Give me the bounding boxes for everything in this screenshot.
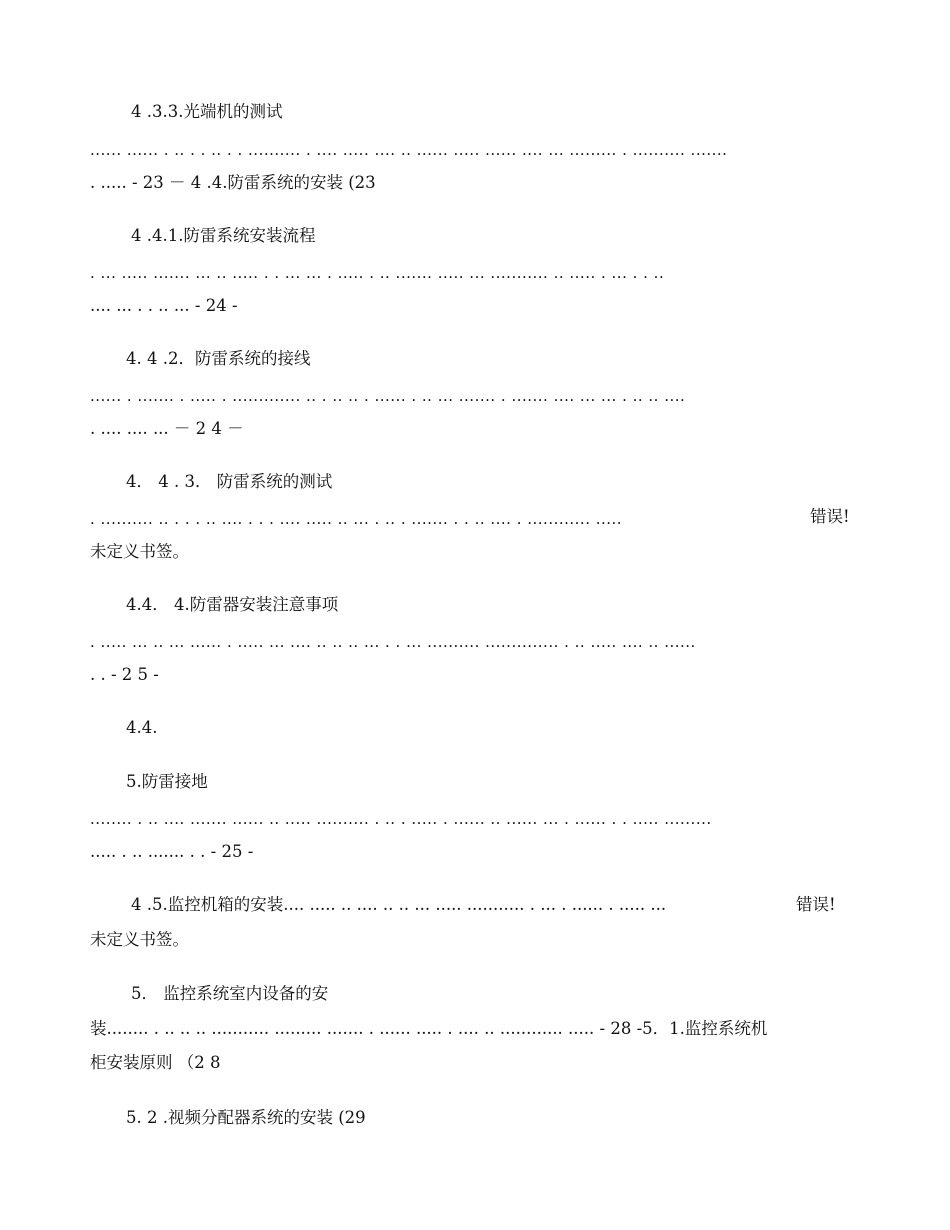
toc-leader-dots: ........ . .. .... ....... ...... .. ..... .......... . .. . ..... . ...... .. ...... ... . ...... . . ..... ......... xyxy=(90,810,712,828)
toc-entry-continuation: 未定义书签。 xyxy=(90,930,189,949)
toc-entry-continuation: 未定义书签。 xyxy=(90,542,189,561)
toc-entry-title: 4.4． 4.防雷器安装注意事项 xyxy=(126,595,339,614)
toc-entry-continuation: . .... .... ... － 2 4 － xyxy=(90,419,244,438)
toc-entry-leader-line: 装........ . .. .. .. ........... ......... ....... . ...... ..... . .... .. ............ ..... - 28 -5．1.监控系统机 xyxy=(90,1019,768,1038)
toc-entry-title: 4. 4 .2．防雷系统的接线 xyxy=(126,349,311,368)
toc-error-label: 错误! xyxy=(796,895,836,914)
toc-entry-title: 5.防雷接地 xyxy=(126,772,208,791)
toc-leader-dots: ...... . ....... . ..... . ............. .. . .. .. . ...... . .. ... ....... . ....... .... ... ... . .. .. .... xyxy=(90,387,686,405)
toc-entry-continuation: .... ... . . .. ... - 24 - xyxy=(90,296,238,315)
toc-error-label: 错误! xyxy=(810,507,850,526)
toc-leader-dots: . ..... ... .. ... ...... . ..... ... .... .. .. .. ... . . ... .......... .............. . .. ..... .... .. ...... xyxy=(90,633,696,651)
toc-entry-title: 5． 监控系统室内设备的安 xyxy=(131,984,329,1003)
toc-entry-title: 4 .4.1.防雷系统安装流程 xyxy=(131,226,316,245)
toc-leader-dots: . .......... .. . . . .. .... . . . .... ..... .. ... . .. . ....... . . .. .... . ............ ..... xyxy=(90,510,623,528)
toc-entry-title: 4 .5.监控机箱的安装.... ..... .. .... .. .. ... ..... ........... . ... . ...... . ..... ... xyxy=(131,895,667,914)
toc-entry-continuation: . ..... - 23 － 4 .4.防雷系统的安装 (23 xyxy=(90,173,376,192)
toc-leader-dots: ...... ...... . .. . . .. . . .......... . .... ..... .... .. ...... ..... ...... .... ... ......... . .......... ....... xyxy=(90,141,728,159)
toc-entry-title: 4.4. xyxy=(126,718,158,737)
toc-entry-title: 5. 2 .视频分配器系统的安装 (29 xyxy=(126,1108,366,1127)
toc-entry-continuation: 柜安装原则 （2 8 xyxy=(90,1053,221,1072)
toc-entry-title: 4 .3.3.光端机的测试 xyxy=(131,102,283,121)
toc-leader-dots: . ... ..... ....... ... .. ..... . . ... ... . ..... . .. ....... ..... ... ........... .. ..... . ... . . .. xyxy=(90,264,665,282)
toc-entry-continuation: . . - 2 5 - xyxy=(90,665,159,684)
toc-entry-title: 4． 4 . 3． 防雷系统的测试 xyxy=(126,472,333,491)
toc-entry-continuation: ..... . .. ....... . . - 25 - xyxy=(90,842,254,861)
